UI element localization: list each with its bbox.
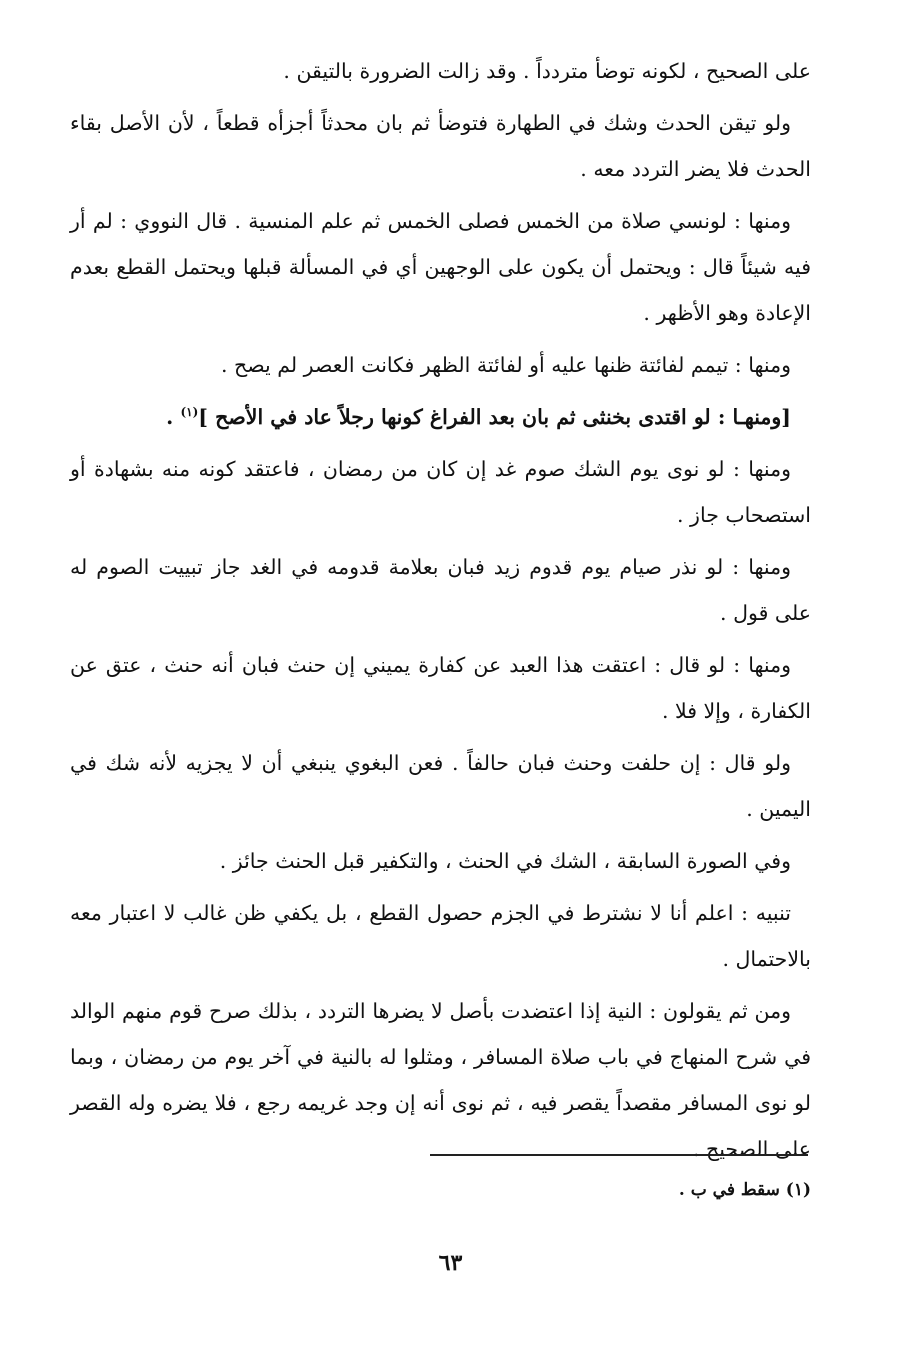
page-number: ٦٣ [438,1250,463,1276]
paragraph: وفي الصورة السابقة ، الشك في الحنث ، والتكفير قبل الحنث جائز . [219,849,791,873]
paragraph: تنبيه : اعلم أنا لا نشترط في الجزم حصول القطع ، بل يكفي ظن غالب لا اعتبار معه بالاحتمال . [70,901,811,971]
paragraph: ومنها : تيمم لفائتة ظنها عليه أو لفائتة الظهر فكانت العصر لم يصح . [220,353,791,377]
paragraph: ومنها : لو نذر صيام يوم قدوم زيد فبان بعلامة قدومه في الغد جاز تبييت الصوم له على قول . [70,555,811,625]
main-text [70,48,811,1178]
paragraph: ولو تيقن الحدث وشك في الطهارة فتوضأ ثم بان محدثاً أجزأه قطعاً ، لأن الأصل بقاء الحدث فلا يضر التردد معه . [70,111,811,181]
paragraph: ومنها : لونسي صلاة من الخمس فصلى الخمس ثم علم المنسية . قال النووي : لم أر فيه شيئاً قال : ويحتمل أن يكون على الوجهين أي في المسألة قبلها ويحتمل القطع بعدم الإعادة وهو الأظهر . [70,209,811,325]
paragraph: ومن ثم يقولون : النية إذا اعتضدت بأصل لا يضرها التردد ، بذلك صرح قوم منهم الوالد في شرح المنهاج في باب صلاة المسافر ، ومثلوا له بالنية في آخر يوم من رمضان ، وبما لو نوى المسافر مقصداً يقصر فيه ، ثم نوى أنه إن وجد غريمه رجع ، فلا يضره وله القصر على الصحيح . [70,999,811,1161]
paragraph: ولو قال : إن حلفت وحنث فبان حالفاً . فعن البغوي ينبغي أن لا يجزيه لأنه شك في اليمين . [70,751,811,821]
paragraph: ومنها : لو نوى يوم الشك صوم غد إن كان من رمضان ، فاعتقد كونه منه بشهادة أو استصحاب جاز . [70,457,811,527]
bracketed-text: [ومنهـا : لو اقتدى بخنثى ثم بان بعد الفراغ كونها رجلاً عاد في الأصح ] [198,405,791,429]
footnote-divider [430,1154,808,1156]
paragraph: ومنها : لو قال : اعتقت هذا العبد عن كفارة يميني إن حنث فبان أنه حنث ، عتق عن الكفارة ، وإلا فلا . [70,653,811,723]
bracketed-paragraph: [ومنهـا : لو اقتدى بخنثى ثم بان بعد الفراغ كونها رجلاً عاد في الأصح ]$^{(١)}$ . [166,405,791,429]
footnote: (١) سقط في ب . [678,1180,811,1200]
paragraph: على الصحيح ، لكونه توضأ متردداً . وقد زالت الضرورة بالتيقن . [283,59,811,83]
footnote-reference: (١) [180,405,199,420]
